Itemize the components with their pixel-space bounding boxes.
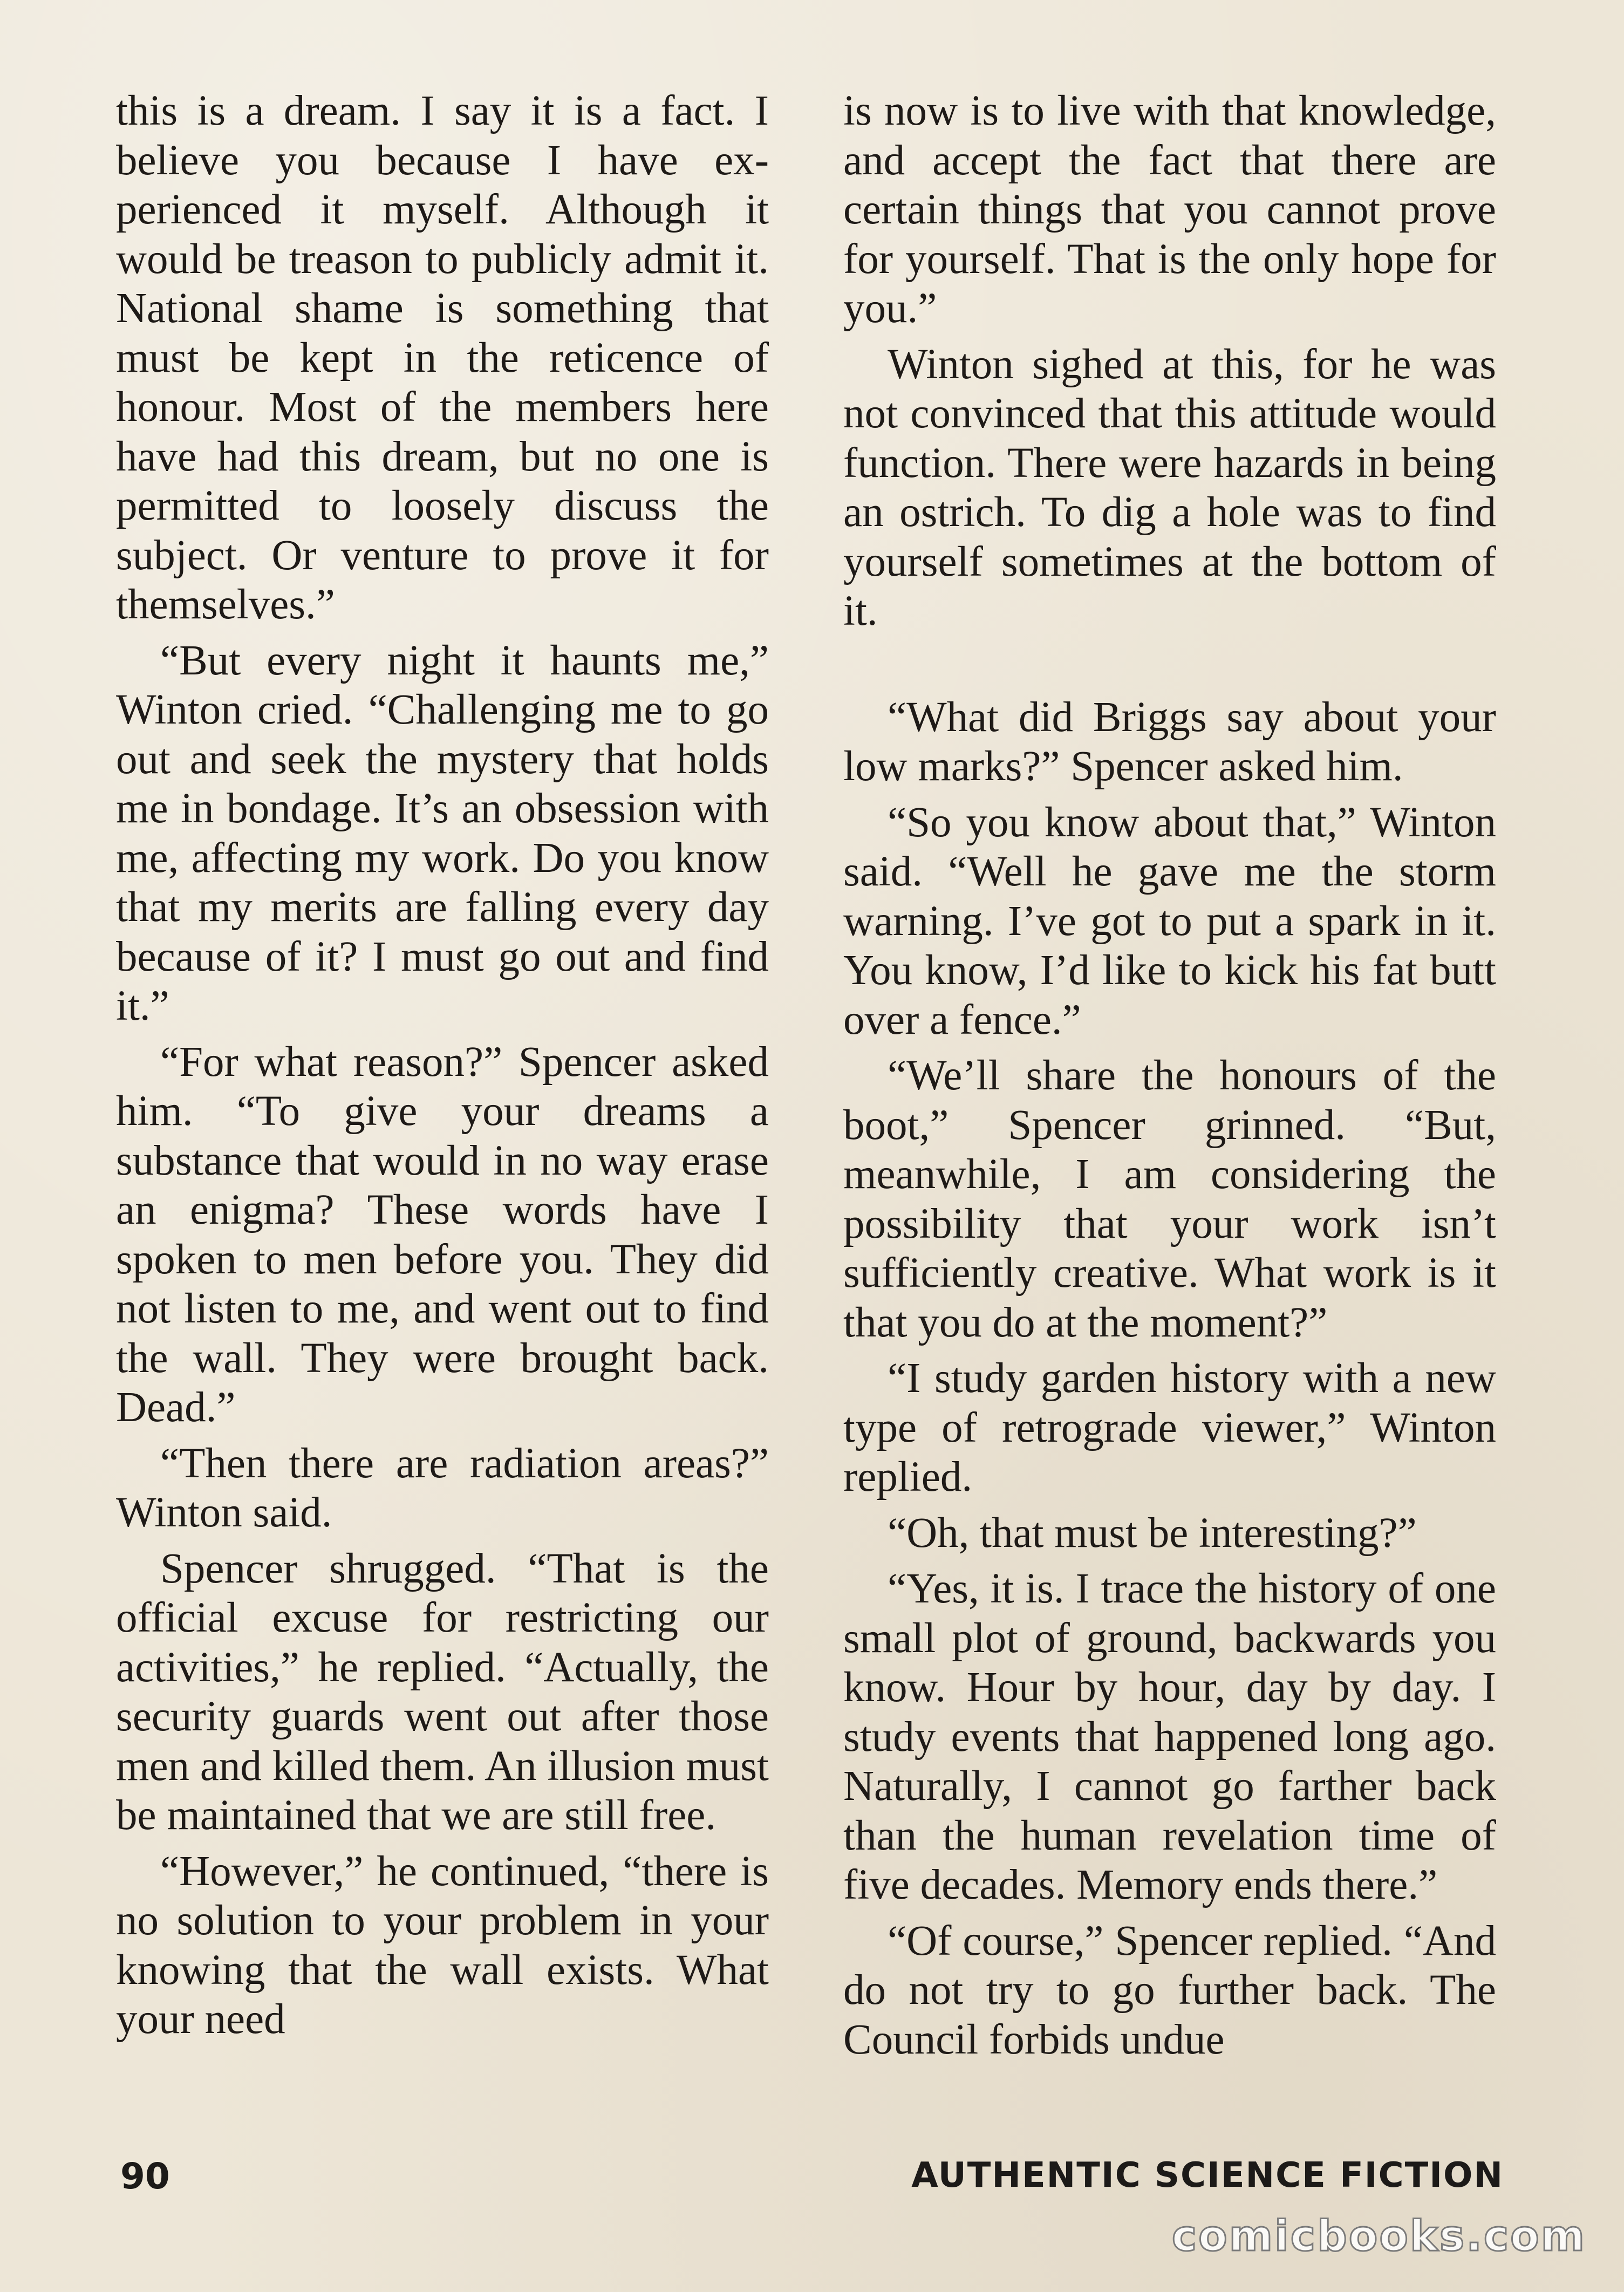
paragraph: “Yes, it is. I trace the history of one small plot of ground, backwards you know. Hour by hour, day by day. I study events that happened long ago. Naturally, I cannot go farther back than the human revelation time of five decades. Memory ends there.”: [843, 1565, 1496, 1908]
page-footer: [116, 2155, 1508, 2204]
paragraph: this is a dream. I say it is a fact. I believe you because I have experienced it myself. Although it would be treason to publicly admit it. National shame is something that must be kept in the reticence of honour. Most of the members here have had this dream, but no one is permitted to loosely discuss the subject. Or venture to prove it for themselves.”: [116, 87, 769, 628]
paragraph: “Of course,” Spencer replied. “And do not try to go further back. The Council forbids undue: [843, 1917, 1496, 2063]
paragraph: “We’ll share the honours of the boot,” Spencer grinned. “But, meanwhile, I am considering the possibility that your work isn’t sufficiently creative. What work is it that you do at the moment?”: [843, 1052, 1496, 1346]
paragraph: “I study garden history with a new type of retrograde viewer,” Winton replied.: [843, 1355, 1496, 1500]
paragraph: Spencer shrugged. “That is the official excuse for restricting our activities,” he replied. “Actually, the security guards went out after those men and killed them. An illusion must be maintained that we are still free.: [116, 1545, 769, 1839]
paragraph: “So you know about that,” Winton said. “Well he gave me the storm warning. I’ve got to put a spark in it. You know, I’d like to kick his fat butt over a fence.”: [843, 799, 1496, 1043]
paragraph: “But every night it haunts me,” Winton cried. “Challenging me to go out and seek the mystery that holds me in bondage. It’s an obsession with me, affecting my work. Do you know that my merits are falling every day because of it? I must go out and find it.”: [116, 637, 769, 1029]
paragraph: “For what reason?” Spencer asked him. “To give your dreams a substance that would in no way erase an enigma? These words have I spoken to men before you. They did not listen to me, and went out to find the wall. They were brought back. Dead.”: [116, 1038, 769, 1431]
paragraph: “Then there are radiation areas?” Winton said.: [116, 1440, 769, 1536]
paragraph: Winton sighed at this, for he was not convinced that this attitude would function. There were hazards in being an ostrich. To dig a hole was to find yourself sometimes at the bottom of it.: [843, 340, 1496, 635]
magazine-title: AUTHENTIC SCIENCE FICTION: [911, 2155, 1504, 2195]
text-column-right: [843, 86, 1496, 2071]
page-number: 90: [120, 2155, 170, 2197]
paragraph: “Oh, that must be interesting?”: [888, 1509, 1417, 1557]
paragraph: “However,” he continued, “there is no solution to your problem in your knowing that the wall exists. What your need: [116, 1847, 769, 2043]
paragraph: is now is to live with that knowledge, and accept the fact that there are certain things that you cannot prove for yourself. That is the only hope for you.”: [843, 87, 1496, 332]
paragraph: “What did Briggs say about your low marks?” Spencer asked him.: [843, 693, 1496, 790]
text-column-left: [116, 86, 769, 2051]
site-watermark: comicbooks.com: [1171, 2212, 1586, 2261]
